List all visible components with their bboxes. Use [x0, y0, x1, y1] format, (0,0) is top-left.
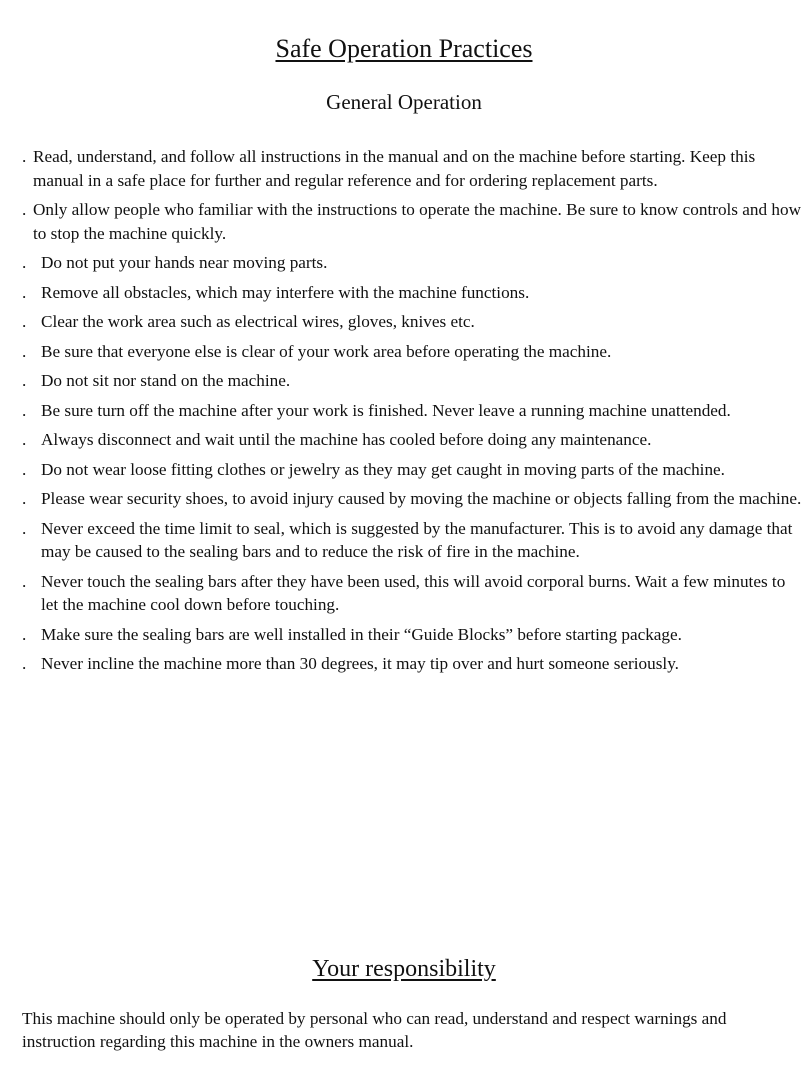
bullet-mark: . [22, 312, 27, 331]
bullet-mark: . [22, 400, 27, 420]
rule-text: Make sure the sealing bars are well installed in their “Guide Blocks” before starting package. [41, 624, 682, 644]
bullet-mark: . [22, 430, 27, 449]
rule-text: Clear the work area such as electrical wires, gloves, knives etc. [41, 312, 475, 331]
bullet-mark: . [22, 200, 27, 219]
bullet-mark: . [22, 341, 27, 361]
bullet-mark: . [22, 459, 27, 479]
safety-rule [22, 517, 802, 564]
bullet-mark: . [22, 518, 27, 538]
safety-rule [22, 652, 802, 676]
rule-text: Always disconnect and wait until the machine has cooled before doing any maintenance. [41, 430, 652, 449]
rule-text: Only allow people who familiar with the instructions to operate the machine. Be sure to know controls and how to stop the machine quickly. [33, 200, 802, 243]
responsibility-heading: Your responsibility [312, 956, 496, 982]
bullet-mark: . [22, 282, 27, 302]
rule-text: Never touch the sealing bars after they have been used, this will avoid corporal burns. Wait a few minutes to let the machine cool down before touching. [41, 571, 786, 614]
safety-rule [22, 281, 802, 305]
safety-rule [22, 198, 802, 245]
rule-text: Never exceed the time limit to seal, which is suggested by the manufacturer. This is to avoid any damage that may be caused to the sealing bars and to reduce the risk of fire in the machine. [41, 518, 793, 561]
safety-rule [22, 570, 802, 617]
bullet-mark: . [22, 371, 27, 390]
rule-text: Do not put your hands near moving parts. [41, 253, 328, 272]
safety-rule [22, 145, 802, 192]
bullet-mark: . [22, 147, 27, 166]
bullet-mark: . [22, 489, 27, 508]
safety-rule [22, 251, 802, 275]
rule-text: Remove all obstacles, which may interfere with the machine functions. [41, 282, 530, 302]
safety-rule [22, 369, 802, 393]
safety-rule [22, 458, 802, 482]
bullet-mark: . [22, 624, 27, 644]
safety-rule [22, 340, 802, 364]
page-title: Safe Operation Practices [275, 34, 533, 63]
rule-text: Be sure turn off the machine after your work is finished. Never leave a running machine unattended. [41, 400, 731, 420]
bullet-mark: . [22, 571, 27, 591]
safety-rule [22, 428, 802, 452]
safety-rules-list [22, 145, 802, 682]
rule-text: Please wear security shoes, to avoid injury caused by moving the machine or objects falling from the machine. [41, 489, 802, 508]
safety-rule [22, 623, 802, 647]
section-subtitle: General Operation [326, 90, 482, 114]
rule-text: Read, understand, and follow all instructions in the manual and on the machine before starting. Keep this manual in a safe place for further and regular reference and for ordering replacement parts. [33, 147, 756, 190]
bullet-mark: . [22, 654, 27, 673]
rule-text: Never incline the machine more than 30 degrees, it may tip over and hurt someone seriously. [41, 654, 679, 673]
rule-text: Do not sit nor stand on the machine. [41, 371, 291, 390]
rule-text: Be sure that everyone else is clear of your work area before operating the machine. [41, 341, 612, 361]
responsibility-text: This machine should only be operated by personal who can read, understand and respect warnings and instruction regarding this machine in the owners manual. [22, 1009, 727, 1051]
safety-rule [22, 399, 802, 423]
safety-rule [22, 487, 802, 511]
bullet-mark: . [22, 253, 27, 272]
safety-rule [22, 310, 802, 334]
rule-text: Do not wear loose fitting clothes or jewelry as they may get caught in moving parts of the machine. [41, 459, 725, 479]
